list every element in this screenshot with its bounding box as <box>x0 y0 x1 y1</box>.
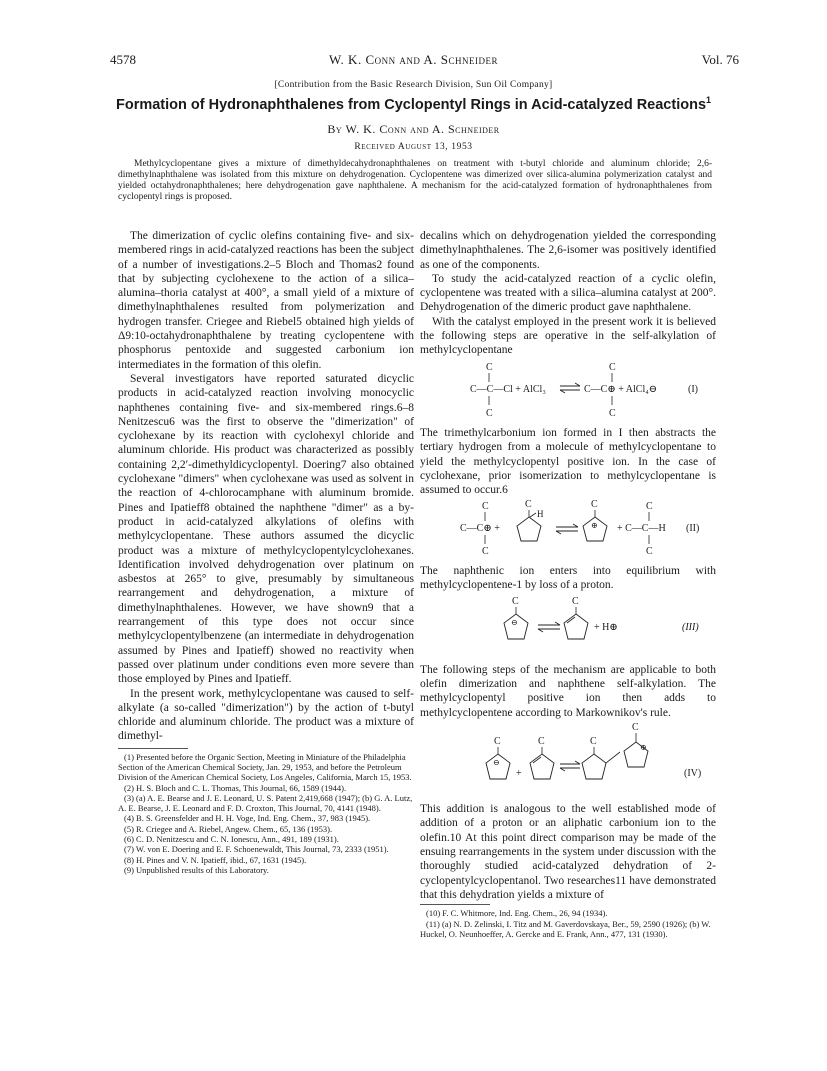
eq4-carbon: C <box>632 721 639 733</box>
eq2-product: + C—C—H <box>617 523 666 535</box>
volume-label: Vol. 76 <box>701 52 739 67</box>
eq2-carbon: C <box>646 501 653 513</box>
footnotes <box>118 752 414 876</box>
eq4-carbon: C <box>494 735 501 747</box>
eq2-carbon: C <box>482 546 489 558</box>
page-number: 4578 <box>110 52 136 67</box>
paragraph: The naphthenic ion enters into equilibrium with methylcyclopentene-1 by loss of a proton. <box>420 564 716 592</box>
eq2-carbon: C <box>591 499 598 511</box>
eq2-carbon: C <box>525 499 532 511</box>
eq2-hydrogen: H <box>537 509 544 520</box>
positive-charge-icon: ⊕ <box>640 742 647 752</box>
methylcyclopentene-ring <box>530 754 554 779</box>
article-title <box>0 97 827 113</box>
eq1-bottom-carbon: C <box>486 407 493 419</box>
contribution-line: [Contribution from the Basic Research Division, Sun Oil Company] <box>274 80 553 90</box>
eq3-product: + H⊕ <box>594 622 618 634</box>
equilibrium-arrow <box>560 383 580 393</box>
footnote: (3) (a) A. E. Bearse and J. E. Leonard, U. S. Patent 2,419,668 (1947); (b) G. A. Lutz, A. E. Bearse, J. E. Leonard and F. D. Croxton, This Journal, 70, 4141 (1948). <box>118 792 413 814</box>
eq2-carbon: C <box>646 546 653 558</box>
equation-1 <box>420 358 716 422</box>
positive-charge-icon: ⊕ <box>591 521 598 531</box>
equation-label: (III) <box>682 622 699 634</box>
footnote: (1) Presented before the Organic Section, Meeting in Miniature of the Philadelphia Section of the American Chemical Society, Jan. 29, 1953, and before the Petroleum Division of the American Chemical Society, Los Angeles, California, March 15, 1953. <box>118 751 412 783</box>
title-text: Formation of Hydronaphthalenes from Cyclopentyl Rings in Acid-catalyzed Reactions <box>115 97 707 113</box>
footnote: (9) Unpublished results of this Laboratory. <box>124 864 269 875</box>
footnote: (6) C. D. Nenitzescu and C. N. Ionescu, Ann., 491, 189 (1931). <box>124 834 339 845</box>
footnote: (11) (a) N. D. Zelinski, I. Titz and M. Gaverdovskaya, Ber., 59, 2590 (1926); (b) W. Huckel, O. Neunhoeffer, A. Gercke and E. Frank, Ann., 477, 131 (1930). <box>420 918 711 939</box>
footnotes <box>420 908 716 939</box>
methylcyclopentene-ring <box>564 614 588 639</box>
footnote: (5) R. Criegee and A. Riebel, Angew. Chem., 65, 136 (1953). <box>124 823 333 834</box>
equilibrium-arrow <box>560 761 580 771</box>
paragraph: The dimerization of cyclic olefins containing five- and six-membered rings in acid-catalyzed reactions has been the subject of a number of investigations.2–5 Bloch and Thomas2 found that by subjecting cyclohexene to the action of a silica–alumina–thoria catalyst at 400°, a small yield of a mixture of dimethylnaphthalenes resulted from polymerization and hydrogen transfer. Criegee and Riebel5 obtained high yields of Δ9:10-octahydronaphthalene by treating cyclopentene with phosphorus pentoxide and suggested carbonium ion intermediates in the formation of this olefin. <box>118 230 414 371</box>
paragraph: Several investigators have reported saturated dicyclic products in acid-catalyzed reaction involving monocyclic naphthenes containing five- and six-membered rings.6–8 Nenitzescu6 was the first to observe the "dimerization" of cyclohexane by its reaction with cyclohexyl chloride and aluminum chloride. His product was characterized as possibly containing 2,2′-dimethyldicyclopentyl. Doering7 also obtained cyclohexane "dimers" when cyclohexane was used as solvent in the reaction of 4-chlorocamphane with aluminum bromide. Pines and Ipatieff8 obtained the naphthene "dimer" as a by-product in acid-catalyzed alkylations of olefins with methylcyclopentane. These authors assumed the dicyclic product was a mixture of methylcyclopentylcyclohexanes. Identification involved dehydrogenation over platinum on asbestos at 265° to give, presumably by simultaneous rearrangement and dehydrogenation, a mixture of dimethylnaphthalenes. However, we have shown9 that a rearrangement of this type does not occur since methylcyclopentylbenzene (an intermediate in dehydrogenation assumed by Pines and Ipatieff) showed no reactivity when passed over platinum under conditions even more severe than those employed by Pines and Ipatieff. <box>118 372 414 686</box>
right-column <box>420 229 716 939</box>
footnote: (4) B. S. Greensfelder and H. H. Voge, Ind. Eng. Chem., 37, 983 (1945). <box>124 813 371 824</box>
footnote: (8) H. Pines and V. N. Ipatieff, ibid., 67, 1631 (1945). <box>124 854 307 865</box>
plus-sign: + <box>516 767 522 779</box>
abstract: Methylcyclopentane gives a mixture of dimethyldecahydronaphthalenes on treatment with t-butyl chloride and aluminum chloride; 2,6-dimethylnaphthalene was isolated from this mixture on dehydrogenation. Cyclopentene was dimerized over silica-alumina polymerization catalyst and yielded octahydronaphthalenes; here dehydrogenation gave naphthalene. A mechanism for the acid-catalyzed formation of hydronaphthalenes from cyclopentyl rings is proposed. <box>118 159 712 202</box>
dicyclopentyl-ring-a <box>582 754 606 779</box>
equation-label: (II) <box>686 523 700 535</box>
negative-charge-icon: ⊖ <box>493 757 500 767</box>
equation-4 <box>420 720 716 798</box>
equation-label: (IV) <box>684 767 702 779</box>
eq2-reactant: C—C⊕ + <box>460 523 500 535</box>
paragraph: decalins which on dehydrogenation yielded the corresponding dimethylnaphthalenes. The 2,6-isomer was positively identified as one of the components. <box>420 230 716 271</box>
eq3-carbon: C <box>572 596 579 608</box>
eq1-reactants: C—C—Cl + AlCl₃ <box>470 383 546 395</box>
paragraph: In the present work, methylcyclopentane was caused to self-alkylate (a so-called "dimerization") by the action of t-butyl chloride and aluminum chloride. The product was a mixture of dimethyl- <box>118 687 414 743</box>
eq4-carbon: C <box>538 735 545 747</box>
equilibrium-arrow <box>556 524 578 534</box>
eq1-prod-top-carbon: C <box>609 361 616 373</box>
paragraph: With the catalyst employed in the present work it is believed the following steps are operative in the self-alkylation of methylcyclopentane <box>420 315 716 357</box>
cyclopentane-ring <box>517 517 541 541</box>
paragraph: The trimethylcarbonium ion formed in I then abstracts the tertiary hydrogen from a molecule of methylcyclopentane to yield the methylcyclopentyl positive ion. In the case of cyclohexane, prior isomerization to methylcyclopentane is assumed to occur.6 <box>420 426 716 497</box>
equation-label: (I) <box>688 383 698 395</box>
eq4-carbon: C <box>590 735 597 747</box>
equation-2 <box>420 497 716 559</box>
paragraph: The following steps of the mechanism are applicable to both olefin dimerization and naphthene self-alkylation. The methylcyclopentyl positive ion then adds to methylcyclopentene according to Markownikov's rule. <box>420 663 716 719</box>
eq3-carbon: C <box>512 596 519 608</box>
paragraph: This addition is analogous to the well established mode of addition of a proton or an aliphatic carbonium ion to the olefin.10 At this point direct comparison may be made of the ensuing rearrangements in the system under discussion with the thoroughly studied acid-catalyzed dehydration of 2-cyclopentylcyclopentanol. Two researches11 have demonstrated that this dehydration yields a mixture of <box>420 803 716 901</box>
footnote: (7) W. von E. Doering and E. F. Schoenewaldt, This Journal, 73, 2333 (1951). <box>124 844 389 855</box>
eq1-top-carbon: C <box>486 361 493 373</box>
footnote-rule <box>118 748 188 749</box>
received-date: Received August 13, 1953 <box>354 142 473 152</box>
eq1-prod-bottom-carbon: C <box>609 407 616 419</box>
byline: By W. K. Conn and A. Schneider <box>327 122 500 136</box>
footnote-rule <box>420 904 490 905</box>
equilibrium-arrow <box>538 622 560 632</box>
paragraph: To study the acid-catalyzed reaction of a cyclic olefin, cyclopentene was treated with a silica–alumina catalyst at 200°. Dehydrogenation of the dimeric product gave naphthalene. <box>420 272 716 314</box>
left-column <box>118 229 414 875</box>
eq1-products: C—C⊕ + AlCl₄⊖ <box>584 383 658 395</box>
eq2-carbon: C <box>482 501 489 513</box>
footnote: (2) H. S. Bloch and C. L. Thomas, This Journal, 66, 1589 (1944). <box>124 782 347 793</box>
equation-3 <box>420 592 716 658</box>
running-header-authors: W. K. Conn and A. Schneider <box>328 52 499 67</box>
title-footnote-marker: 1 <box>706 95 712 106</box>
footnote: (10) F. C. Whitmore, Ind. Eng. Chem., 26, 94 (1934). <box>426 908 608 919</box>
negative-charge-icon: ⊖ <box>511 618 518 628</box>
